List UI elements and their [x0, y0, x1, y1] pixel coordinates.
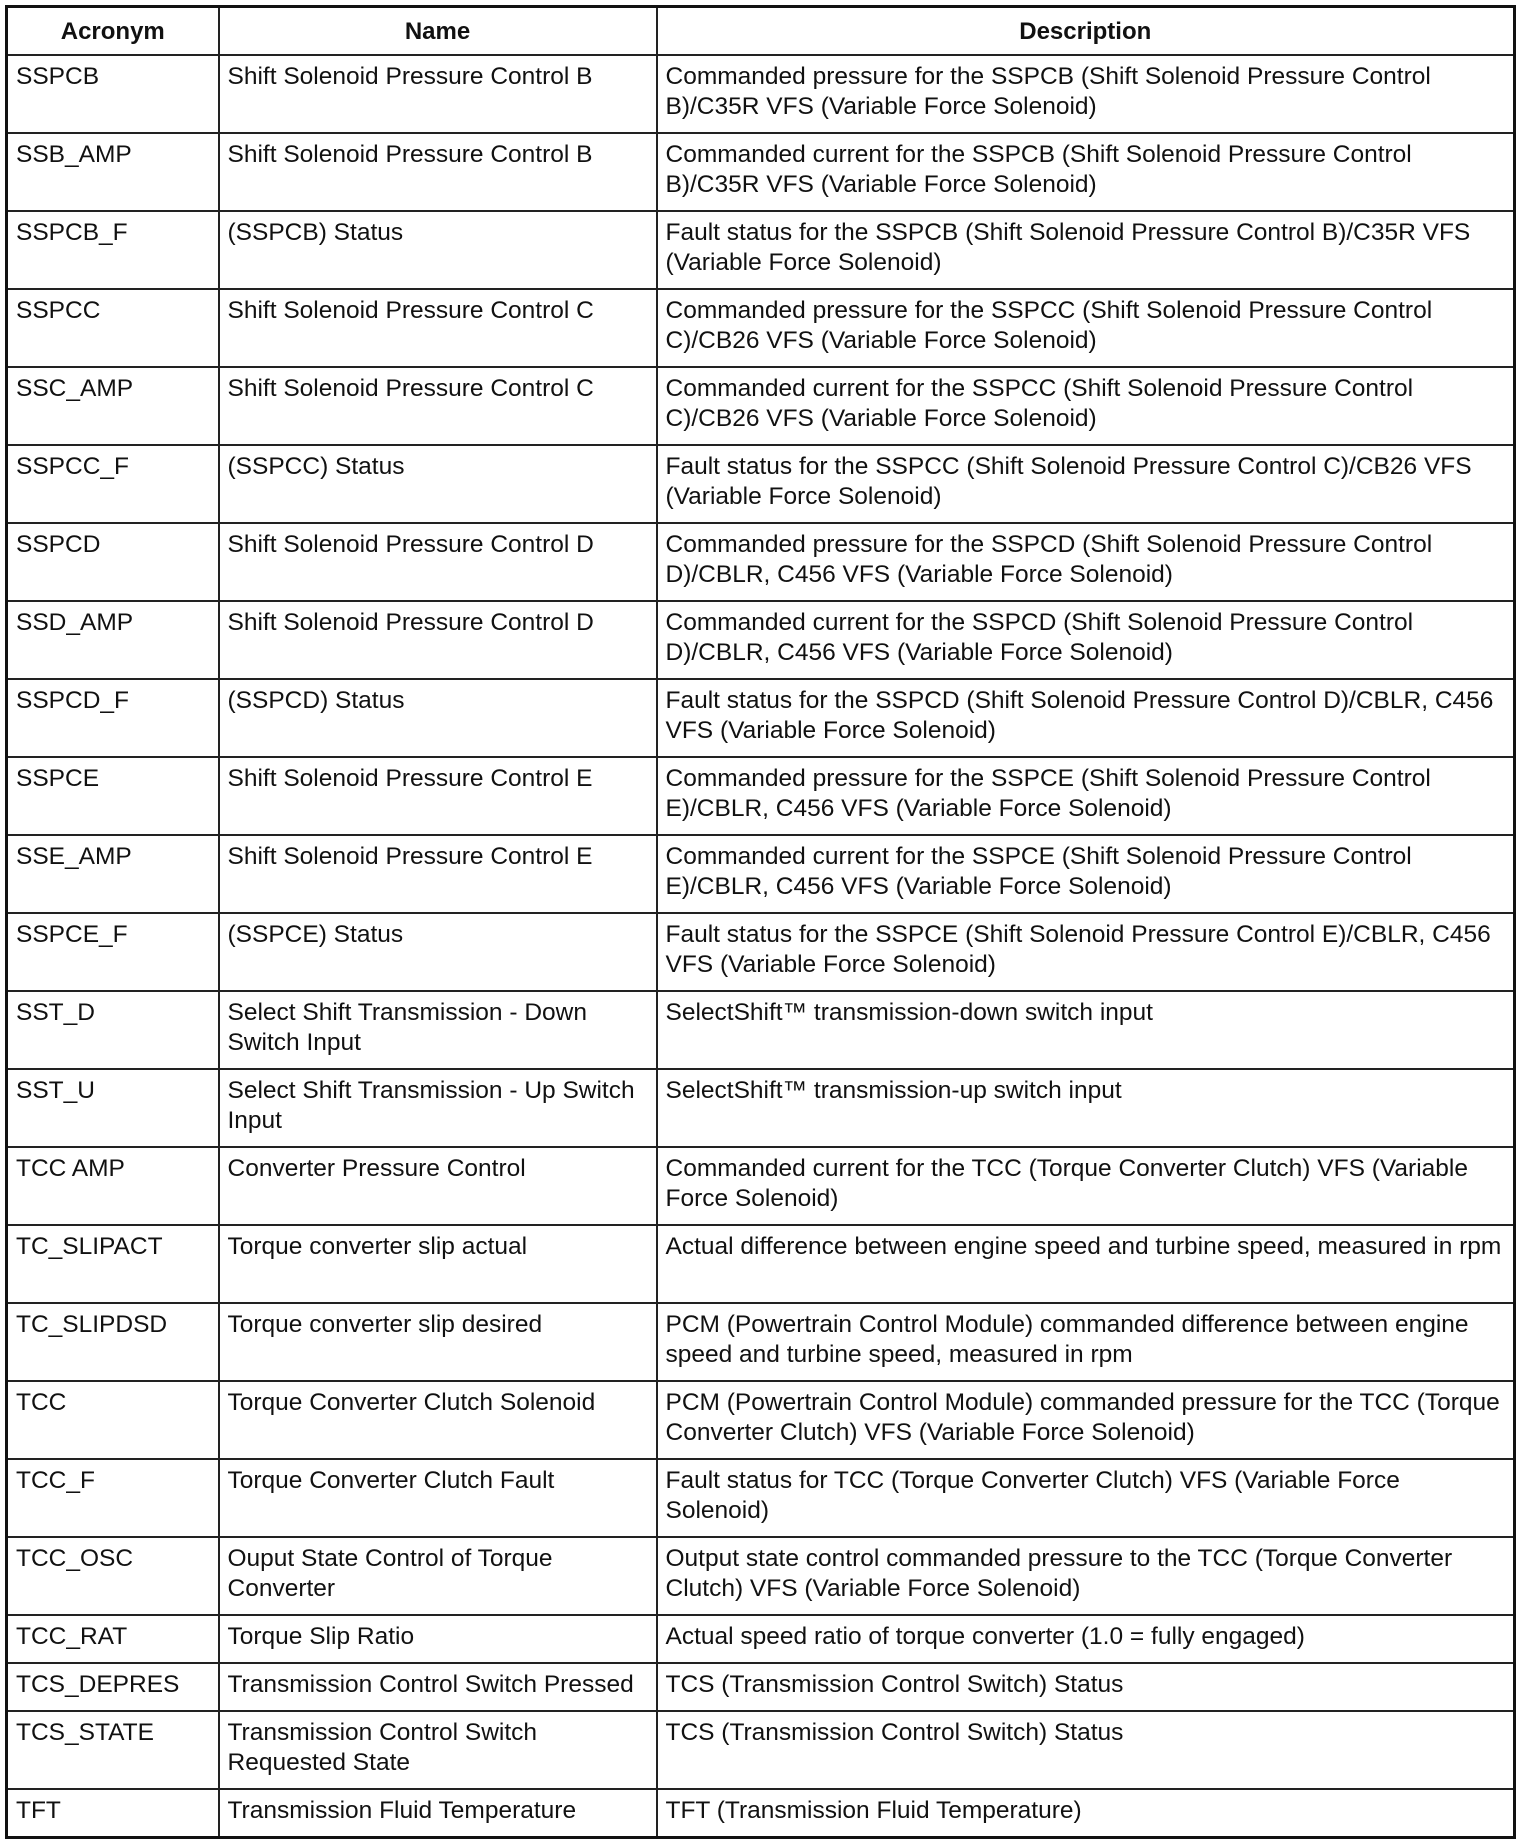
table-row	[7, 1381, 1515, 1459]
table-row	[7, 523, 1515, 601]
cell-acronym: TCS_STATE	[7, 1711, 219, 1789]
cell-description: Fault status for the SSPCE (Shift Solenoid Pressure Control E)/CBLR, C456 VFS (Variable Force Solenoid)	[657, 913, 1515, 991]
cell-name: Converter Pressure Control	[219, 1147, 657, 1225]
cell-description: Fault status for the SSPCC (Shift Solenoid Pressure Control C)/CB26 VFS (Variable Force Solenoid)	[657, 445, 1515, 523]
cell-acronym: SST_U	[7, 1069, 219, 1147]
cell-acronym: TCS_DEPRES	[7, 1663, 219, 1711]
cell-acronym: TFT	[7, 1789, 219, 1837]
cell-acronym: SSPCC_F	[7, 445, 219, 523]
header-name: Name	[219, 7, 657, 56]
cell-name: Torque converter slip desired	[219, 1303, 657, 1381]
cell-description: Fault status for the SSPCD (Shift Solenoid Pressure Control D)/CBLR, C456 VFS (Variable Force Solenoid)	[657, 679, 1515, 757]
cell-name: Transmission Control Switch Requested State	[219, 1711, 657, 1789]
cell-acronym: TC_SLIPDSD	[7, 1303, 219, 1381]
cell-acronym: SSPCE_F	[7, 913, 219, 991]
table-row	[7, 445, 1515, 523]
cell-name: Ouput State Control of Torque Converter	[219, 1537, 657, 1615]
table-row	[7, 1303, 1515, 1381]
table-row	[7, 211, 1515, 289]
table-row	[7, 1663, 1515, 1711]
cell-acronym: SSB_AMP	[7, 133, 219, 211]
cell-description: Commanded current for the TCC (Torque Converter Clutch) VFS (Variable Force Solenoid)	[657, 1147, 1515, 1225]
cell-acronym: SSPCE	[7, 757, 219, 835]
cell-description: Commanded pressure for the SSPCD (Shift Solenoid Pressure Control D)/CBLR, C456 VFS (Variable Force Solenoid)	[657, 523, 1515, 601]
table-row	[7, 1147, 1515, 1225]
cell-acronym: SSPCC	[7, 289, 219, 367]
cell-acronym: TCC_RAT	[7, 1615, 219, 1663]
table-row	[7, 289, 1515, 367]
table-row	[7, 1069, 1515, 1147]
cell-name: Torque Converter Clutch Fault	[219, 1459, 657, 1537]
table-row	[7, 913, 1515, 991]
cell-acronym: SSD_AMP	[7, 601, 219, 679]
cell-description: SelectShift™ transmission-down switch input	[657, 991, 1515, 1069]
cell-name: Torque Slip Ratio	[219, 1615, 657, 1663]
table-row	[7, 133, 1515, 211]
cell-description: Commanded current for the SSPCC (Shift Solenoid Pressure Control C)/CB26 VFS (Variable Force Solenoid)	[657, 367, 1515, 445]
acronym-table-wrapper	[5, 5, 1513, 1839]
table-row	[7, 1711, 1515, 1789]
cell-description: Commanded pressure for the SSPCC (Shift Solenoid Pressure Control C)/CB26 VFS (Variable Force Solenoid)	[657, 289, 1515, 367]
cell-acronym: TCC_OSC	[7, 1537, 219, 1615]
cell-acronym: TCC AMP	[7, 1147, 219, 1225]
table-row	[7, 1789, 1515, 1837]
cell-description: Actual speed ratio of torque converter (1.0 = fully engaged)	[657, 1615, 1515, 1663]
cell-name: Torque Converter Clutch Solenoid	[219, 1381, 657, 1459]
cell-description: PCM (Powertrain Control Module) commanded difference between engine speed and turbine speed, measured in rpm	[657, 1303, 1515, 1381]
cell-name: Select Shift Transmission - Down Switch Input	[219, 991, 657, 1069]
cell-acronym: SST_D	[7, 991, 219, 1069]
cell-description: Output state control commanded pressure to the TCC (Torque Converter Clutch) VFS (Variable Force Solenoid)	[657, 1537, 1515, 1615]
table-row	[7, 367, 1515, 445]
cell-acronym: SSC_AMP	[7, 367, 219, 445]
table-row	[7, 55, 1515, 133]
cell-name: Shift Solenoid Pressure Control D	[219, 523, 657, 601]
cell-description: Commanded current for the SSPCB (Shift Solenoid Pressure Control B)/C35R VFS (Variable Force Solenoid)	[657, 133, 1515, 211]
cell-description: TCS (Transmission Control Switch) Status	[657, 1663, 1515, 1711]
cell-description: Actual difference between engine speed and turbine speed, measured in rpm	[657, 1225, 1515, 1303]
cell-name: Shift Solenoid Pressure Control C	[219, 367, 657, 445]
table-row	[7, 1537, 1515, 1615]
table-row	[7, 601, 1515, 679]
cell-name: (SSPCC) Status	[219, 445, 657, 523]
cell-name: (SSPCE) Status	[219, 913, 657, 991]
table-row	[7, 991, 1515, 1069]
cell-name: Transmission Control Switch Pressed	[219, 1663, 657, 1711]
cell-acronym: SSPCD	[7, 523, 219, 601]
cell-name: (SSPCB) Status	[219, 211, 657, 289]
cell-description: Commanded pressure for the SSPCE (Shift Solenoid Pressure Control E)/CBLR, C456 VFS (Variable Force Solenoid)	[657, 757, 1515, 835]
cell-description: Fault status for the SSPCB (Shift Solenoid Pressure Control B)/C35R VFS (Variable Force Solenoid)	[657, 211, 1515, 289]
cell-name: Shift Solenoid Pressure Control D	[219, 601, 657, 679]
header-description: Description	[657, 7, 1515, 56]
cell-name: Transmission Fluid Temperature	[219, 1789, 657, 1837]
cell-name: Shift Solenoid Pressure Control E	[219, 757, 657, 835]
cell-description: Commanded pressure for the SSPCB (Shift Solenoid Pressure Control B)/C35R VFS (Variable Force Solenoid)	[657, 55, 1515, 133]
table-row	[7, 835, 1515, 913]
cell-name: Shift Solenoid Pressure Control B	[219, 55, 657, 133]
cell-description: PCM (Powertrain Control Module) commanded pressure for the TCC (Torque Converter Clutch) VFS (Variable Force Solenoid)	[657, 1381, 1515, 1459]
cell-name: Shift Solenoid Pressure Control B	[219, 133, 657, 211]
table-header-row	[7, 7, 1515, 56]
cell-description: SelectShift™ transmission-up switch input	[657, 1069, 1515, 1147]
cell-acronym: TCC_F	[7, 1459, 219, 1537]
acronym-table	[5, 5, 1516, 1839]
cell-description: TFT (Transmission Fluid Temperature)	[657, 1789, 1515, 1837]
cell-acronym: SSE_AMP	[7, 835, 219, 913]
cell-acronym: SSPCD_F	[7, 679, 219, 757]
cell-description: Commanded current for the SSPCE (Shift Solenoid Pressure Control E)/CBLR, C456 VFS (Variable Force Solenoid)	[657, 835, 1515, 913]
cell-description: Fault status for TCC (Torque Converter Clutch) VFS (Variable Force Solenoid)	[657, 1459, 1515, 1537]
table-row	[7, 757, 1515, 835]
cell-acronym: SSPCB_F	[7, 211, 219, 289]
cell-name: Shift Solenoid Pressure Control C	[219, 289, 657, 367]
cell-name: Shift Solenoid Pressure Control E	[219, 835, 657, 913]
cell-acronym: TCC	[7, 1381, 219, 1459]
table-row	[7, 1459, 1515, 1537]
cell-acronym: SSPCB	[7, 55, 219, 133]
table-row	[7, 679, 1515, 757]
cell-acronym: TC_SLIPACT	[7, 1225, 219, 1303]
table-body	[7, 55, 1515, 1837]
table-row	[7, 1225, 1515, 1303]
cell-description: Commanded current for the SSPCD (Shift Solenoid Pressure Control D)/CBLR, C456 VFS (Variable Force Solenoid)	[657, 601, 1515, 679]
header-acronym: Acronym	[7, 7, 219, 56]
cell-name: Torque converter slip actual	[219, 1225, 657, 1303]
table-row	[7, 1615, 1515, 1663]
cell-description: TCS (Transmission Control Switch) Status	[657, 1711, 1515, 1789]
cell-name: (SSPCD) Status	[219, 679, 657, 757]
cell-name: Select Shift Transmission - Up Switch Input	[219, 1069, 657, 1147]
